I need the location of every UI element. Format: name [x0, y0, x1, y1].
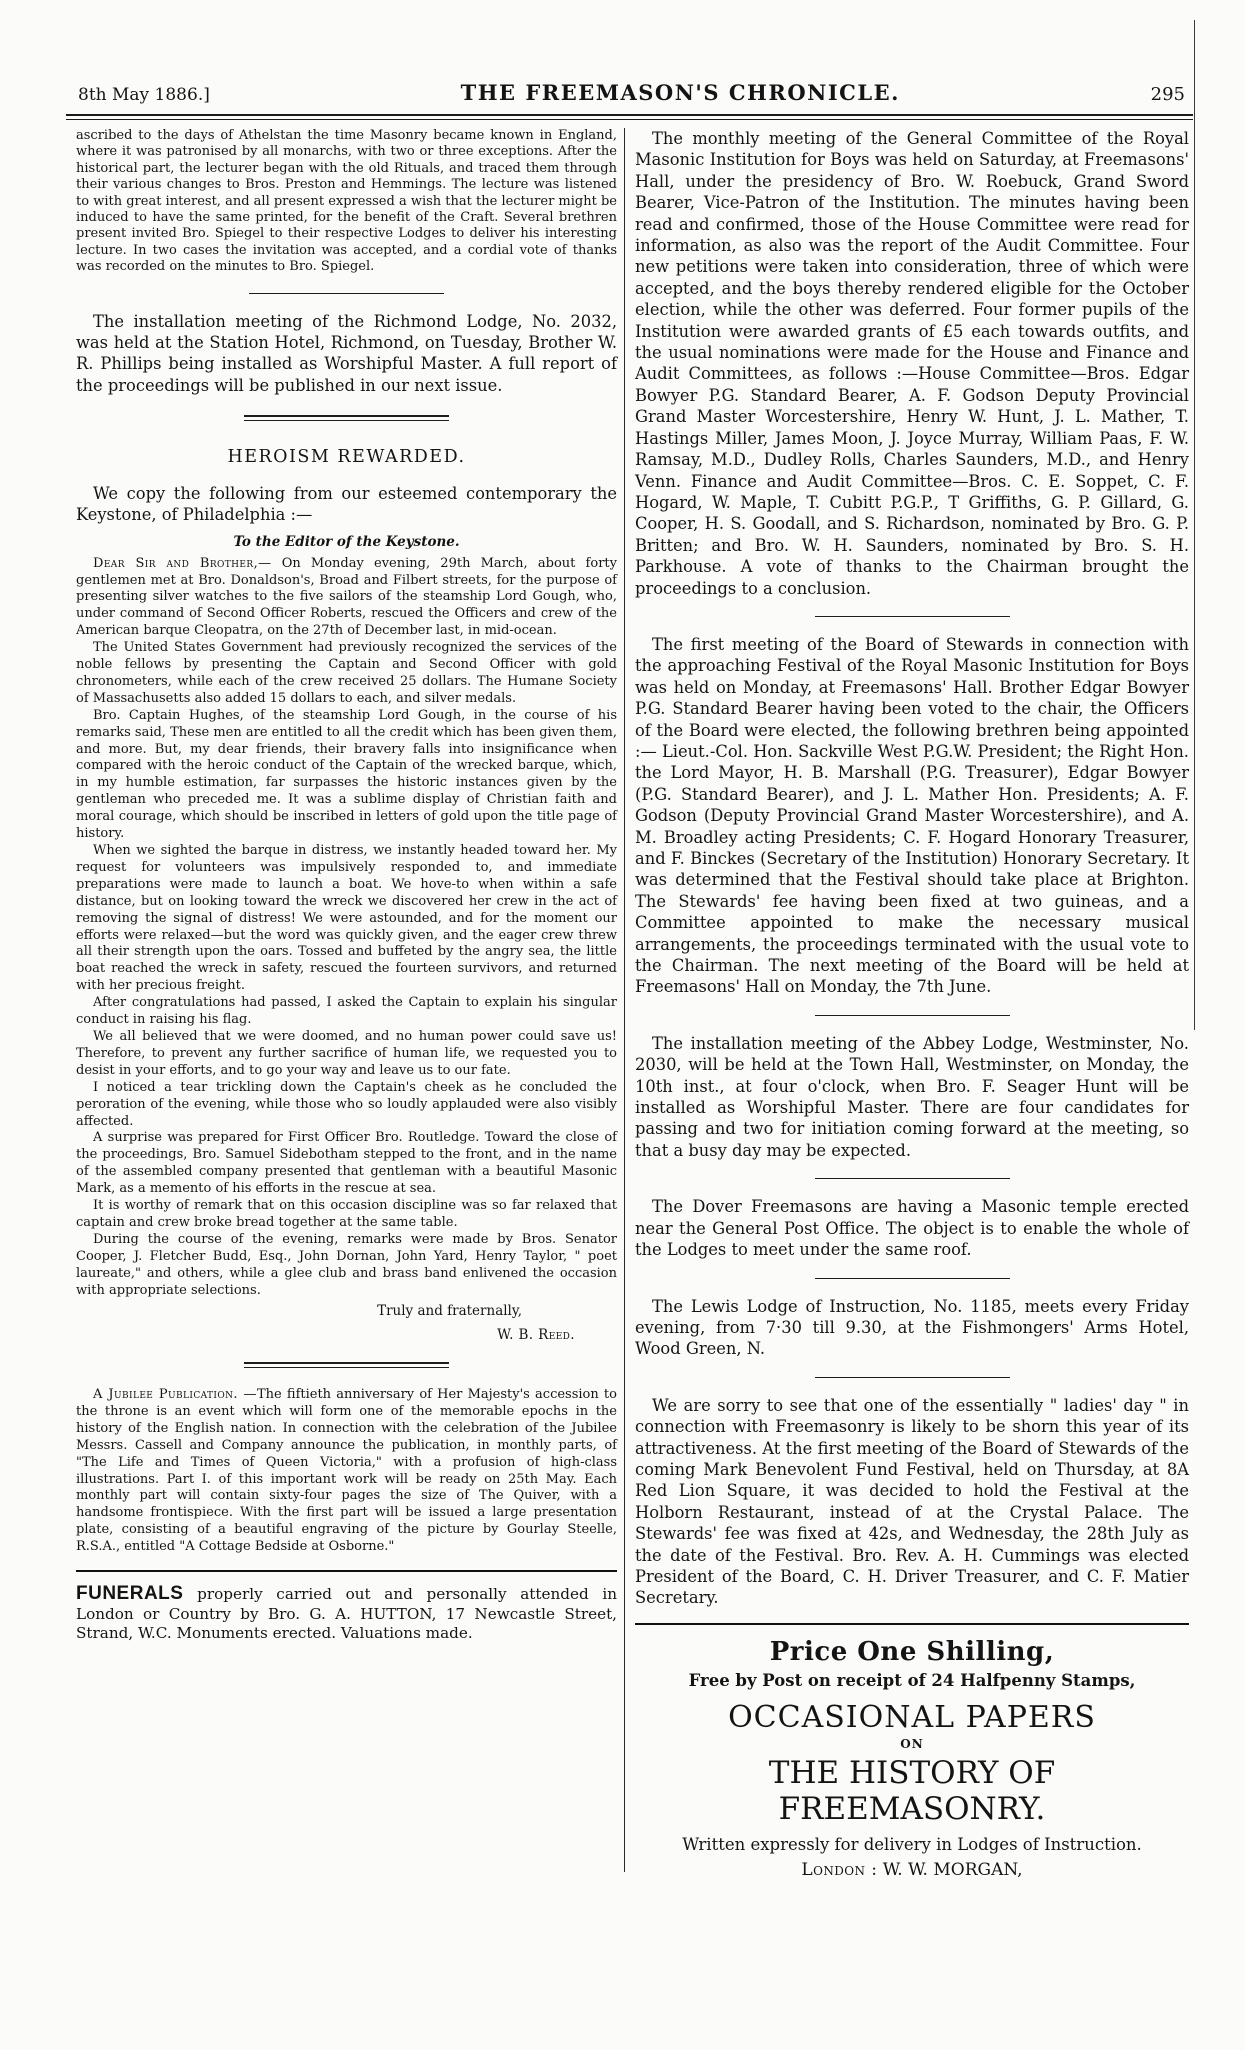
letter-paragraph: It is worthy of remark that on this occasion discipline was so far relaxed that captain and crew broke bread together at the same table. — [76, 1198, 617, 1230]
article-continuation-paragraph: ascribed to the days of Athelstan the time Masonry became known in England, where it was patronised by all monarchs, with two or three exceptions. After the historical part, the lecturer began with the old Rituals, and traced them through their various changes to Bros. Preston and Hemmings. The lecture was listened to with great interest, and all present expressed a wish that the lecturer might be induced to have the same printed, for the benefit of the Craft. Several brethren present invited Bro. Spiegel to their respective Lodges to deliver his interesting lecture. In two cases the invitation was accepted, and a cordial vote of thanks was recorded on the minutes to Bro. Spiegel. — [76, 128, 617, 275]
issue-date: 8th May 1886.] — [78, 85, 210, 105]
left-column — [76, 128, 624, 1880]
letter-closing: Truly and fraternally, — [377, 1303, 522, 1320]
article-divider — [815, 1278, 1010, 1279]
dover-temple-paragraph: The Dover Freemasons are having a Masonic temple erected near the General Post Office. The object is to enable the whole of the Lodges to meet under the same roof. — [635, 1197, 1189, 1260]
newspaper-title: THE FREEMASON'S CHRONICLE. — [460, 80, 900, 105]
history-of-freemasonry-advert — [635, 1637, 1189, 1880]
boys-committee-paragraph: The monthly meeting of the General Committee of the Royal Masonic Institution for Boys was held on Saturday, at Freemasons' Hall, under the presidency of Bro. W. Roebuck, Grand Sword Bearer, Vice-Patron of the Institution. The minutes having been read and confirmed, those of the House Committee were read for information, as also was the report of the Audit Committee. Four new petitions were taken into consideration, three of which were accepted, and the boys thereby rendered eligible for the October election, while the other was deferred. Four former pupils of the Institution were awarded grants of £5 each towards outfits, and the usual nominations were made for the House and Finance and Audit Committees, as follows :—House Committee—Bros. Edgar Bowyer P.G. Standard Bearer, A. F. Godson Deputy Provincial Grand Master Worcestershire, Henry W. Hunt, J. L. Mather, T. Hastings Miller, James Moon, J. Joyce Murray, William Paas, F. W. Ramsay, M.D., Dudley Rolls, Charles Saunders, M.D., and Henry Venn. Finance and Audit Committee—Bros. C. E. Soppet, C. F. Hogard, W. Maple, T. Cubitt P.G.P., T Griffiths, G. P. Gillard, G. Cooper, H. S. Goodall, and S. Richardson, nominated by Bro. G. P. Britten; and Bro. W. H. Saunders, nominated by Bro. S. H. Parkhouse. A vote of thanks to the Chairman brought the proceedings to a conclusion. — [635, 129, 1189, 598]
article-divider — [244, 415, 449, 421]
advert-price-line: Price One Shilling, — [769, 1636, 1055, 1667]
letter-paragraph: Dear Sir and Brother,— On Monday evening, 29th March, about forty gentlemen met at Bro. Donaldson's, Broad and Filbert streets, for the purpose of presenting silver watches to the five sailors of the steamship Lord Gough, who, under command of Second Officer Roberts, rescued the Officers and crew of the American barque Cleopatra, on the 27th of December last, in mid-ocean. — [76, 555, 617, 639]
advert-on-line: ON — [900, 1736, 924, 1751]
letter-paragraph: When we sighted the barque in distress, we instantly headed toward her. My request for volunteers was impulsively responded to, and immediate preparations were made to launch a boat. We hove-to when within a safe distance, but on looking toward the wreck we discovered her crew in the act of removing the signal of distress! We were astounded, and for the moment our efforts were relaxed—but the word was quickly given, and the eager crew threw all their strength upon the oars. Tossed and buffeted by the angry sea, the little boat reached the wreck in safety, rescued the fourteen survivors, and returned with her precious freight. — [76, 843, 617, 994]
advert-written-line: Written expressly for delivery in Lodges of Instruction. — [682, 1834, 1142, 1854]
section-rule — [635, 1623, 1189, 1625]
funerals-ad: FUNERALS properly carried out and personally attended in London or Country by Bro. G. A. HUTTON, 17 Newcastle Street, Strand, W.C. Monuments erected. Valuations made. — [76, 1583, 617, 1643]
funerals-ad-lead: FUNERALS — [76, 1583, 184, 1605]
advert-title-history-of-freemasonry: THE HISTORY OF FREEMASONRY. — [768, 1754, 1056, 1827]
letter-paragraph: I noticed a tear trickling down the Captain's cheek as he concluded the peroration of the evening, while those who so loudly applauded were also visibly affected. — [76, 1079, 617, 1129]
masthead-rule — [66, 114, 1193, 120]
heroism-heading: HEROISM REWARDED. — [227, 446, 466, 467]
article-divider — [244, 1362, 449, 1368]
letter-paragraph: After congratulations had passed, I asked the Captain to explain his singular conduct in raising his flag. — [76, 995, 617, 1028]
article-divider — [815, 1377, 1010, 1378]
advert-publisher-line — [635, 1860, 1189, 1880]
letter-salutation: Dear Sir and Brother,— — [93, 555, 272, 571]
article-divider — [815, 616, 1010, 617]
advert-title-occasional-papers: OCCASIONAL PAPERS — [728, 1699, 1096, 1735]
article-divider — [249, 293, 444, 294]
jubilee-paragraph: A Jubilee Publication. —The fiftieth anniversary of Her Majesty's accession to the throne is an event which will form one of the memorable epochs in the history of the English nation. In connection with the celebration of the Jubilee Messrs. Cassell and Company announce the publication, in monthly parts, of "The Life and Times of Queen Victoria," with a profusion of high-class illustrations. Part I. of this important work will be ready on 25th May. Each monthly part will contain sixty-four pages the size of The Quiver, with a handsome frontispiece. With the first part will be issued a large presentation plate, consisting of a beautiful engraving of the picture by Gourlay Steelle, R.S.A., entitled "A Cottage Bedside at Osborne." — [76, 1386, 617, 1555]
page-number: 295 — [1150, 84, 1185, 105]
letter-paragraph: The United States Government had previously recognized the services of the noble fellows by presenting the Captain and Second Officer with gold chronometers, while each of the crew received 25 dollars. The Humane Society of Massachusetts also added 15 dollars to each, and silver medals. — [76, 640, 617, 706]
advert-post-line: Free by Post on receipt of 24 Halfpenny Stamps, — [688, 1670, 1136, 1690]
masthead — [78, 80, 1185, 105]
letter-signature: W. B. Reed. — [497, 1327, 575, 1344]
letter-paragraph: We all believed that we were doomed, and no human power could save us! Therefore, to prevent any further sacrifice of human life, we requested you to desist in your efforts, and to go your way and leave us to our fate. — [76, 1028, 617, 1078]
advert-publisher-name: W. W. MORGAN, — [877, 1859, 1023, 1880]
article-divider — [815, 1178, 1010, 1179]
columns — [76, 128, 1189, 1880]
abbey-lodge-paragraph: The installation meeting of the Abbey Lodge, Westminster, No. 2030, will be held at the Town Hall, Westminster, on Monday, the 10th inst., at four o'clock, when Bro. F. Seager Hunt will be installed as Worshipful Master. There are four candidates for passing and two for initiation coming forward at the meeting, so that a busy day may be expected. — [635, 1033, 1189, 1160]
article-divider — [815, 1015, 1010, 1016]
ladies-day-paragraph: We are sorry to see that one of the essentially " ladies' day " in connection with Freemasonry is likely to be shorn this year of its attractiveness. At the first meeting of the Board of Stewards of the coming Mark Benevolent Fund Festival, held on Thursday, at 8A Red Lion Square, it was decided to hold the Festival at the Holborn Restaurant, instead of at the Crystal Palace. The Stewards' fee was fixed at 42s, and Wednesday, the 28th July as the date of the Festival. Bro. Rev. A. H. Cummings was elected President of the Board, C. H. Driver Treasurer, and C. F. Matier Secretary. — [635, 1395, 1189, 1608]
jubilee-lead: A Jubilee Publication. — — [93, 1386, 257, 1402]
letter-paragraph: Bro. Captain Hughes, of the steamship Lord Gough, in the course of his remarks said, These men are entitled to all the credit which has been given them, and more. But, my dear friends, their bravery falls into insignificance when compared with the heroic conduct of the Captain of the wrecked barque, which, in my humble estimation, far surpasses the historic instances given by the gentleman who preceded me. It was a sublime display of Christian faith and moral courage, which should be inscribed in letters of gold upon the title page of history. — [76, 707, 617, 842]
board-of-stewards-paragraph: The first meeting of the Board of Stewards in connection with the approaching Festival of the Royal Masonic Institution for Boys was held on Monday, at Freemasons' Hall. Brother Edgar Bowyer P.G. Standard Bearer having been voted to the chair, the Officers of the Board were elected, the following brethren being appointed :— Lieut.-Col. Hon. Sackville West P.G.W. President; the Right Hon. the Lord Mayor, H. B. Marshall (P.G. Treasurer), Edgar Bowyer (P.G. Standard Bearer), and J. L. Mather Hon. Presidents; A. F. Godson (Deputy Provincial Grand Master Worcestershire), and A. M. Broadley acting Presidents; C. F. Hogard Honorary Treasurer, and F. Binckes (Secretary of the Institution) Honorary Secretary. It was determined that the Festival should take place at Brighton. The Stewards' fee having been fixed at two guineas, and a Committee appointed to make the necessary musical arrangements, the proceedings terminated with the usual vote to the Chairman. The next meeting of the Board will be held at Freemasons' Hall on Monday, the 7th June. — [635, 634, 1189, 997]
right-column — [625, 128, 1189, 1880]
scan-edge-line — [1194, 20, 1196, 1030]
lewis-lodge-paragraph: The Lewis Lodge of Instruction, No. 1185, meets every Friday evening, from 7·30 till 9.30, at the Fishmongers' Arms Hotel, Wood Green, N. — [635, 1296, 1189, 1359]
letter-paragraph: A surprise was prepared for First Officer Bro. Routledge. Toward the close of the proceedings, Bro. Samuel Sidebotham stepped to the front, and in the name of the assembled company presented that gentleman with a beautiful Masonic Mark, as a memento of his efforts in the rescue at sea. — [76, 1130, 617, 1197]
advert-publisher-city: London : — [801, 1859, 878, 1880]
section-rule — [76, 1570, 617, 1572]
letter-paragraph: During the course of the evening, remarks were made by Bros. Senator Cooper, J. Fletcher Budd, Esq., John Dornan, John Yard, Henry Taylor, " poet laureate," and others, while a glee club and brass band enlivened the occasion with appropriate selections. — [76, 1231, 617, 1298]
letter-address-line: To the Editor of the Keystone. — [233, 533, 460, 550]
richmond-lodge-paragraph: The installation meeting of the Richmond Lodge, No. 2032, was held at the Station Hotel, Richmond, on Tuesday, Brother W. R. Phillips being installed as Worshipful Master. A full report of the proceedings will be published in our next issue. — [76, 311, 617, 395]
heroism-intro-paragraph: We copy the following from our esteemed contemporary the Keystone, of Philadelphia :— — [76, 483, 617, 525]
